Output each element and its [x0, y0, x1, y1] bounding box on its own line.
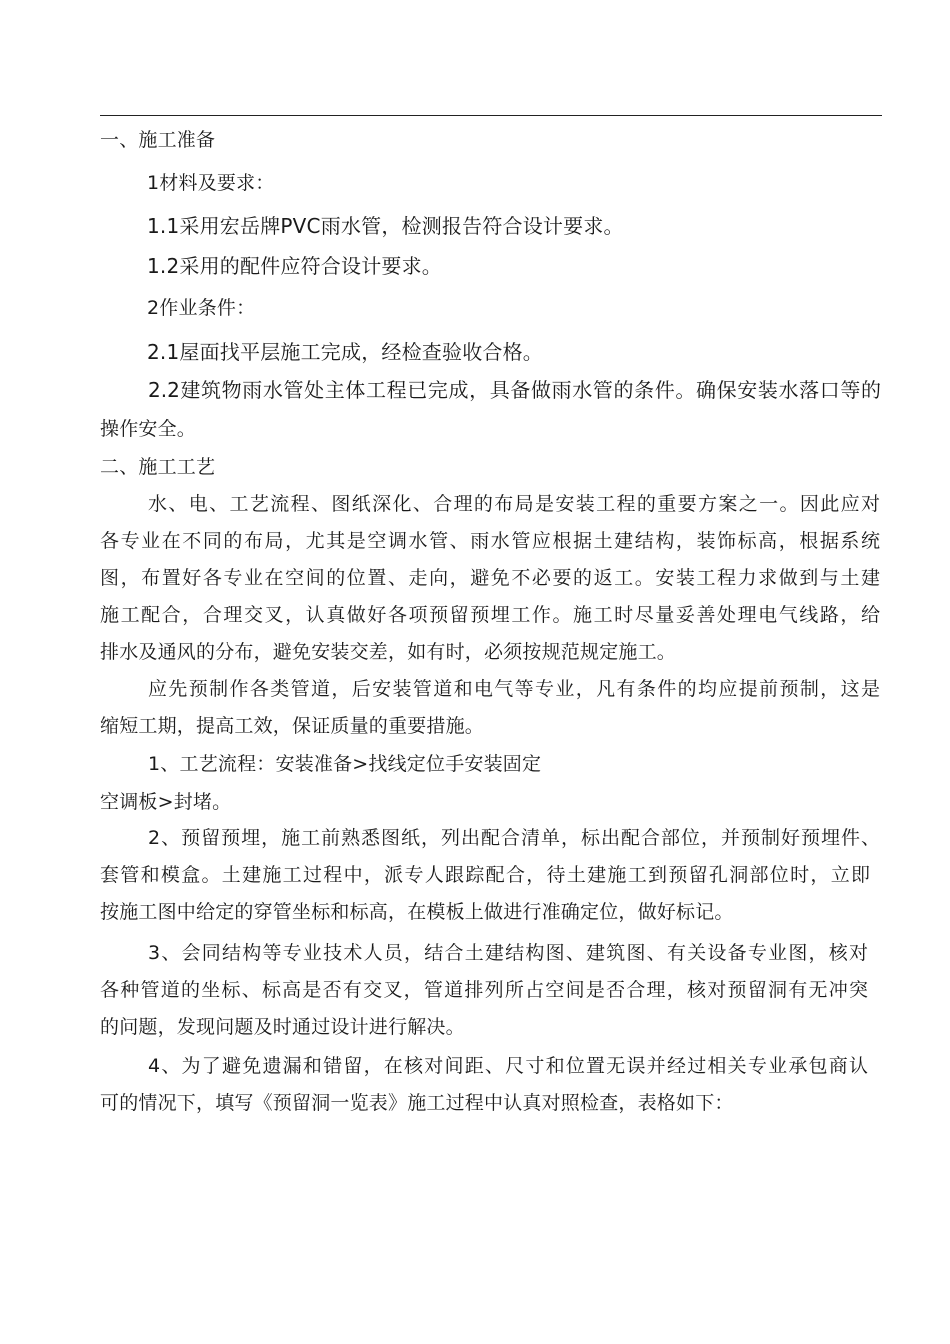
subheading-materials: 1材料及要求： [147, 172, 275, 194]
para2-line2: 缩短工期，提高工效，保证质量的重要措施。 [100, 715, 485, 737]
para1-line3: 图，布置好各专业在空间的位置、走向，避免不必要的返工。安装工程力求做到与土建 [100, 567, 880, 589]
item-2-1: 2.1屋面找平层施工完成，经检查验收合格。 [147, 340, 544, 364]
step3-line1: 3、会同结构等专业技术人员，结合土建结构图、建筑图、有关设备专业图，核对 [148, 942, 868, 964]
section-heading-preparation: 一、施工准备 [100, 129, 216, 151]
step4-line1: 4、为了避免遗漏和错留，在核对间距、尺寸和位置无误并经过相关专业承包商认 [148, 1055, 868, 1077]
para1-line1: 水、电、工艺流程、图纸深化、合理的布局是安装工程的重要方案之一。因此应对 [148, 493, 880, 515]
section-heading-process: 二、施工工艺 [100, 456, 216, 478]
para1-line4: 施工配合，合理交叉，认真做好各项预留预埋工作。施工时尽量妥善处理电气线路，给 [100, 604, 880, 626]
step3-line3: 的问题，发现问题及时通过设计进行解决。 [100, 1016, 465, 1038]
step3-line2: 各种管道的坐标、标高是否有交叉，管道排列所占空间是否合理，核对预留洞有无冲突 [100, 979, 868, 1001]
step2-line3: 按施工图中给定的穿管坐标和标高，在模板上做进行准确定位，做好标记。 [100, 901, 734, 923]
step1-line2: 空调板>封堵。 [100, 791, 232, 813]
subheading-conditions: 2作业条件： [147, 297, 256, 319]
para1-line2: 各专业在不同的布局，尤其是空调水管、雨水管应根据土建结构，装饰标高，根据系统 [100, 530, 880, 552]
item-1-2: 1.2采用的配件应符合设计要求。 [147, 254, 443, 278]
step1-line1: 1、工艺流程：安装准备>找线定位手安装固定 [148, 753, 542, 775]
para1-line5: 排水及通风的分布，避免安装交差，如有时，必须按规范规定施工。 [100, 641, 677, 663]
item-1-1: 1.1采用宏岳牌PVC雨水管，检测报告符合设计要求。 [147, 214, 624, 238]
item-2-2-line1: 2.2建筑物雨水管处主体工程已完成，具备做雨水管的条件。确保安装水落口等的 [148, 378, 881, 402]
step2-line2: 套管和模盒。土建施工过程中，派专人跟踪配合，待土建施工到预留孔洞部位时，立即 [100, 864, 870, 886]
item-2-2-line2: 操作安全。 [100, 418, 197, 440]
step4-line2: 可的情况下，填写《预留洞一览表》施工过程中认真对照检查，表格如下： [100, 1092, 734, 1114]
header-rule [100, 115, 882, 116]
step2-line1: 2、预留预埋，施工前熟悉图纸，列出配合清单，标出配合部位，并预制好预埋件、 [148, 827, 880, 849]
para2-line1: 应先预制作各类管道，后安装管道和电气等专业，凡有条件的均应提前预制，这是 [148, 678, 880, 700]
